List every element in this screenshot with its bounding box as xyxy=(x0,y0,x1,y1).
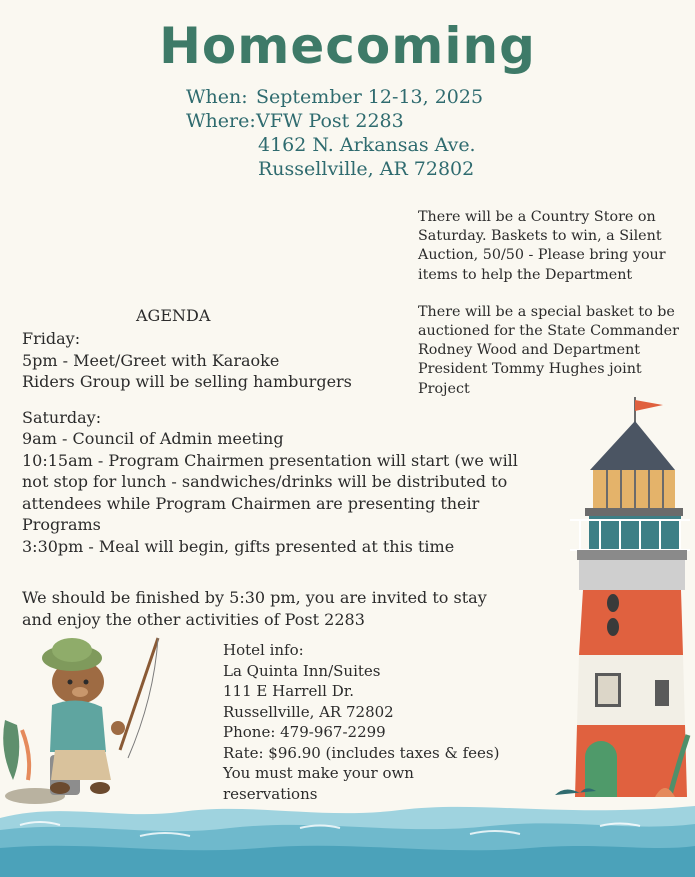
agenda-line: 9am - Council of Admin meeting xyxy=(22,429,284,448)
hotel-line: Hotel info: xyxy=(223,641,304,659)
hotel-line: La Quinta Inn/Suites xyxy=(223,661,381,680)
closing-note: We should be finished by 5:30 pm, you are invited to stay and enjoy the other activities of Post 2283 xyxy=(22,588,487,629)
where-label: Where: xyxy=(186,110,256,132)
agenda-heading: AGENDA xyxy=(136,306,211,325)
hotel-line: You must make your own xyxy=(223,764,414,782)
country-store-note: There will be a Country Store on Saturday. Baskets to win, a Silent Auction, 50/50 - Please bring your items to help the Department xyxy=(418,209,666,283)
agenda-line: Saturday: xyxy=(22,407,102,427)
agenda-line: 5pm - Meet/Greet with Karaoke xyxy=(22,350,280,370)
hotel-line: Russellville, AR 72802 xyxy=(223,702,394,721)
lighthouse-illustration xyxy=(555,395,695,815)
agenda-line: Riders Group will be selling hamburgers xyxy=(22,372,352,391)
fishing-bear-illustration xyxy=(0,610,165,810)
agenda-line: 3:30pm - Meal will begin, gifts presented at this time xyxy=(22,536,455,556)
where-line: VFW Post 2283 xyxy=(256,110,404,132)
agenda xyxy=(22,328,527,557)
agenda-line: 10:15am - Program Chairmen presentation will start (we will not stop for lunch - sandwiches/drinks will be distributed to attendees while Program Chairmen are presenting their Programs xyxy=(22,450,518,534)
where-line: 4162 N. Arkansas Ave. xyxy=(258,134,476,156)
agenda-line: Friday: xyxy=(22,329,81,348)
hotel-line: Rate: $96.90 (includes taxes & fees) xyxy=(223,743,500,762)
event-details xyxy=(186,85,483,181)
when-label: When: xyxy=(186,86,248,108)
page-title: Homecoming xyxy=(159,17,536,75)
hotel-line: reservations xyxy=(223,784,318,803)
hotel-line: 111 E Harrell Dr. xyxy=(223,682,355,700)
hotel-info xyxy=(223,640,499,804)
hotel-line: Phone: 479-967-2299 xyxy=(223,723,386,741)
where-line: Russellville, AR 72802 xyxy=(258,158,475,180)
special-basket-note: There will be a special basket to be auctioned for the State Commander Rodney Wood and Department President Tommy Hughes joint Project xyxy=(418,303,679,397)
when-value: September 12-13, 2025 xyxy=(256,86,484,108)
